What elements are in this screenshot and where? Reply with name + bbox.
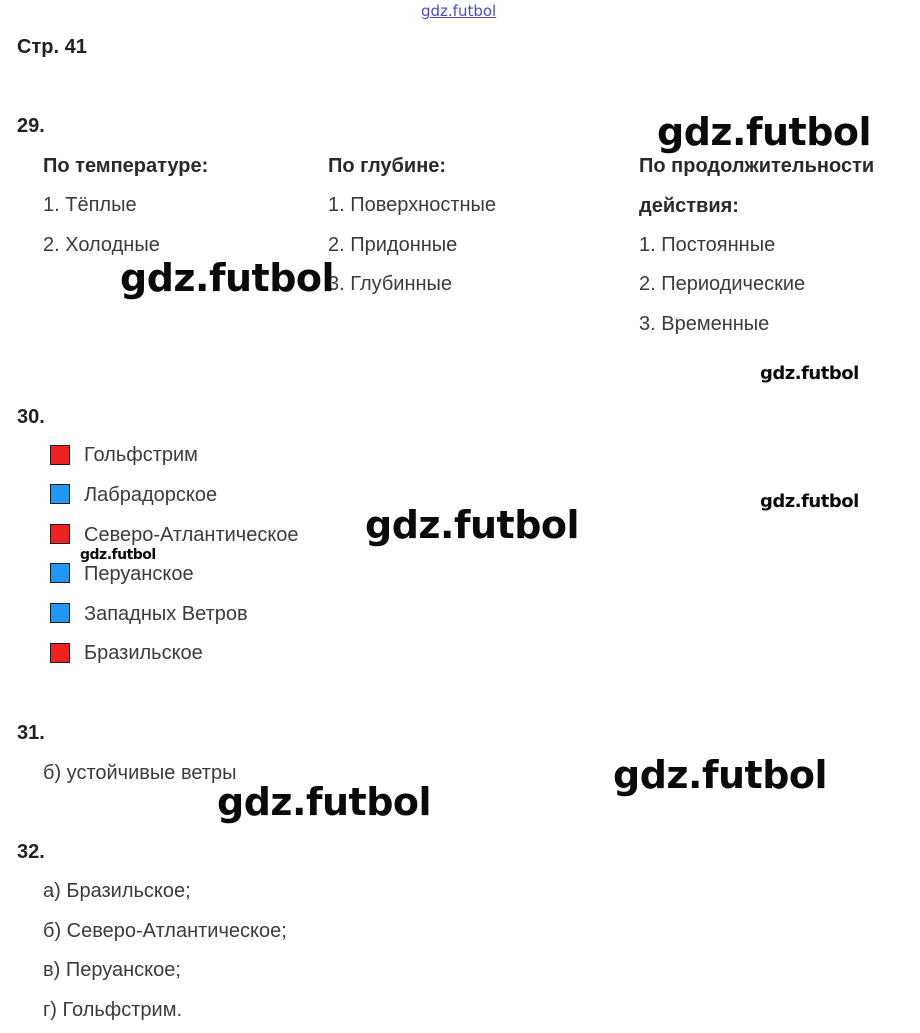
- cold-current-marker: [50, 603, 70, 623]
- warm-current-marker: [50, 445, 70, 465]
- watermark: gdz.futbol: [613, 753, 828, 797]
- q29-col2-title: По глубине:: [328, 155, 447, 177]
- current-name: Северо-Атлантическое: [84, 524, 299, 546]
- q29-col1-item: 1. Тёплые: [43, 194, 137, 216]
- q29-col3-item: 3. Временные: [639, 313, 770, 335]
- q32-answer: б) Северо-Атлантическое;: [43, 920, 287, 942]
- q29-col1-item: 2. Холодные: [43, 234, 160, 256]
- watermark: gdz.futbol: [760, 363, 859, 384]
- current-name: Западных Ветров: [84, 603, 248, 625]
- warm-current-marker: [50, 524, 70, 544]
- question-32-number: 32.: [17, 841, 45, 863]
- current-name: Бразильское: [84, 642, 203, 664]
- watermark: gdz.futbol: [120, 256, 335, 300]
- question-30-number: 30.: [17, 406, 45, 428]
- q31-answer: б) устойчивые ветры: [43, 762, 237, 784]
- q29-col3-item: 2. Периодические: [639, 273, 806, 295]
- page-label: Стр. 41: [17, 36, 87, 58]
- watermark: gdz.futbol: [365, 503, 580, 547]
- q32-answer: в) Перуанское;: [43, 959, 181, 981]
- watermark-top[interactable]: gdz.futbol: [421, 2, 497, 20]
- q29-col3-title: По продолжительности: [639, 155, 875, 177]
- current-name: Лабрадорское: [84, 484, 218, 506]
- q29-col2-item: 1. Поверхностные: [328, 194, 497, 216]
- q29-col1-title: По температуре:: [43, 155, 209, 177]
- cold-current-marker: [50, 484, 70, 504]
- q29-col3-title-cont: действия:: [639, 195, 739, 217]
- cold-current-marker: [50, 563, 70, 583]
- question-29-number: 29.: [17, 115, 45, 137]
- watermark: gdz.futbol: [217, 780, 432, 824]
- watermark: gdz.futbol: [760, 491, 859, 512]
- q32-answer: г) Гольфстрим.: [43, 999, 182, 1021]
- q32-answer: а) Бразильское;: [43, 880, 191, 902]
- current-name: Гольфстрим: [84, 444, 198, 466]
- q29-col3-item: 1. Постоянные: [639, 234, 776, 256]
- current-name: Перуанское: [84, 563, 194, 585]
- q29-col2-item: 2. Придонные: [328, 234, 458, 256]
- q29-col2-item: 3. Глубинные: [328, 273, 453, 295]
- watermark: gdz.futbol: [657, 110, 872, 154]
- question-31-number: 31.: [17, 722, 45, 744]
- warm-current-marker: [50, 643, 70, 663]
- watermark: gdz.futbol: [80, 547, 156, 563]
